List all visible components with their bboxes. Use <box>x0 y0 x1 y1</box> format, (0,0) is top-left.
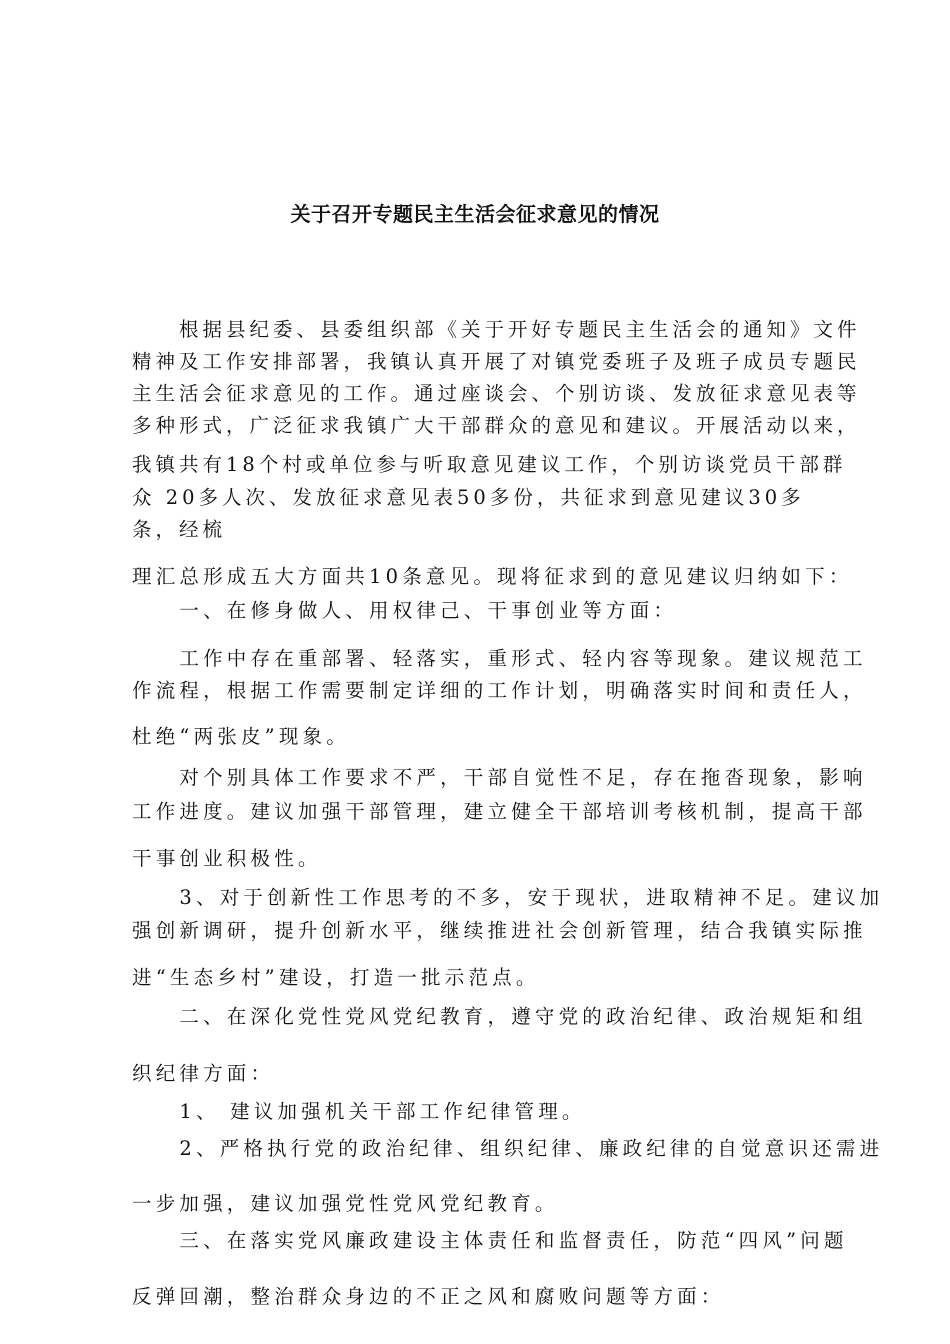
body-line: 强创新调研，提升创新水平，继续推进社会创新管理，结合我镇实际推 <box>132 919 867 942</box>
section-heading: 二、在深化党性党风党纪教育，遵守党的政治纪律、政治规矩和组 <box>132 1005 867 1028</box>
section-heading: 一、在修身做人、用权律己、干事创业等方面： <box>132 599 678 622</box>
section-heading: 反弹回潮，整治群众身边的不正之风和腐败问题等方面： <box>132 1285 725 1308</box>
list-item: 一步加强，建议加强党性党风党纪教育。 <box>132 1192 559 1215</box>
list-item: 1、 建议加强机关干部工作纪律管理。 <box>132 1100 586 1123</box>
body-line: 进“生态乡村”建设，打造一批示范点。 <box>132 966 540 989</box>
section-heading: 织纪律方面： <box>132 1062 275 1085</box>
body-line: 精神及工作安排部署，我镇认真开展了对镇党委班子及班子成员专题民 <box>132 350 861 373</box>
body-line: 干事创业积极性。 <box>132 847 322 870</box>
body-line: 杜绝“两张皮”现象。 <box>132 725 350 748</box>
list-item: 2、严格执行党的政治纪律、组织纪律、廉政纪律的自觉意识还需进 <box>132 1137 884 1160</box>
body-line: 主生活会征求意见的工作。通过座谈会、个别访谈、发放征求意见表等 <box>132 382 861 405</box>
body-line: 众 20多人次、发放征求意见表50多份，共征求到意见建议30多 <box>132 486 805 509</box>
body-line: 工作中存在重部署、轻落实，重形式、轻内容等现象。建议规范工 <box>132 647 867 670</box>
section-heading: 三、在落实党风廉政建设主体责任和监督责任，防范“四风”问题 <box>132 1229 848 1252</box>
document-title: 关于召开专题民主生活会征求意见的情况 <box>290 202 660 226</box>
body-line: 根据县纪委、县委组织部《关于开好专题民主生活会的通知》文件 <box>132 318 861 341</box>
body-line: 3、对于创新性工作思考的不多，安于现状，进取精神不足。建议加 <box>132 886 884 909</box>
body-line: 理汇总形成五大方面共10条意见。现将征求到的意见建议归纳如下： <box>132 565 853 588</box>
body-line: 多种形式，广泛征求我镇广大干部群众的意见和建议。开展活动以来， <box>132 414 861 437</box>
body-line: 作流程，根据工作需要制定详细的工作计划，明确落实时间和责任人， <box>132 679 867 702</box>
body-line: 我镇共有18个村或单位参与听取意见建议工作，个别访谈党员干部群 <box>132 453 847 476</box>
body-line: 对个别具体工作要求不严，干部自觉性不足，存在拖沓现象，影响 <box>132 766 867 789</box>
body-line: 工作进度。建议加强干部管理，建立健全干部培训考核机制，提高干部 <box>132 800 867 823</box>
body-line: 条，经梳 <box>132 518 227 541</box>
